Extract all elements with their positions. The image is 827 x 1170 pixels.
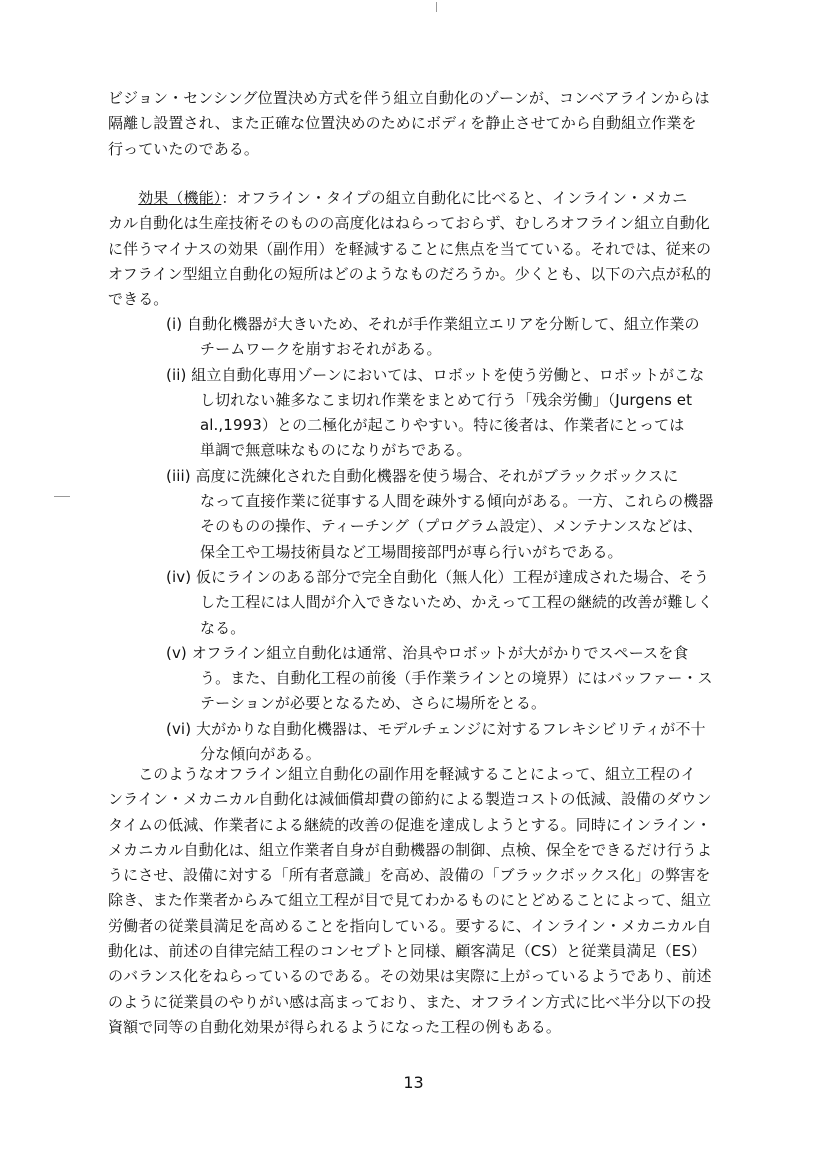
text-line: タイムの低減、作業者による継続的改善の促進を達成しようとする。同時にインライン・ <box>108 815 712 834</box>
text-line <box>108 186 711 211</box>
page-number: 13 <box>403 1073 424 1092</box>
conclusion-paragraph <box>108 762 712 1040</box>
list-item-text: (iv) 仮にラインのある部分で完全自動化（無人化）工程が達成された場合、そう <box>166 567 709 586</box>
shortcomings-list <box>166 312 713 767</box>
list-item-continuation: なる。 <box>200 618 246 637</box>
list-item-text: (i) 自動化機器が大きいため、それが手作業組立エリアを分断して、組立作業の <box>166 315 700 333</box>
list-item-continuation: した工程には人間が介入できないため、かえって工程の継続的改善が難しく <box>200 593 713 612</box>
text-line: 動化は、前述の自律完結工程のコンセプトと同様、顧客満足（CS）と従業員満足（ES） <box>108 942 707 961</box>
text-line: 資額で同等の自動化効果が得られるようになった工程の例もある。 <box>108 1017 562 1036</box>
intro-paragraph <box>108 86 710 162</box>
text-line: 労働者の従業員満足を高めることを指向している。要するに、インライン・メカニカル自 <box>108 916 712 935</box>
list-item-text: (iii) 高度に洗練化された自動化機器を使う場合、それがブラックボックスに <box>166 466 679 485</box>
text-line: 行っていたのである。 <box>108 139 260 158</box>
effect-first-line-text: ：オフライン・タイプの組立自動化に比べると、インライン・メカニ <box>221 189 688 207</box>
list-item-text: (vi) 大がかりな自動化機器は、モデルチェンジに対するフレキシビリティが不十 <box>166 719 706 738</box>
list-item-continuation: そのものの操作、ティーチング（プログラム設定）、メンテナンスなどは、 <box>200 517 703 536</box>
list-item-text: (v) オフライン組立自動化は通常、治具やロボットが大がかりでスペースを食 <box>166 643 689 662</box>
list-item <box>166 363 713 464</box>
list-item-continuation: なって直接作業に従事する人間を疎外する傾向がある。一方、これらの機器 <box>200 492 714 511</box>
text-line: ンライン・メカニカル自動化は減価償却費の節約による製造コストの低減、設備のダウン <box>108 790 712 809</box>
text-line: うにさせ、設備に対する「所有者意識」を高め、設備の「ブラックボックス化」の弊害を <box>108 866 711 885</box>
list-item <box>166 641 713 717</box>
list-item <box>166 565 713 641</box>
text-line: のように従業員のやりがい感は高まっており、また、オフライン方式に比べ半分以下の投 <box>108 992 712 1011</box>
list-item-text: (ii) 組立自動化専用ゾーンにおいては、ロボットを使う労働と、ロボットがこな <box>166 365 705 384</box>
text-line: のバランス化をねらっているのである。その効果は実際に上がっているようであり、前述 <box>108 967 712 986</box>
list-item <box>166 717 713 768</box>
list-item <box>166 312 713 363</box>
list-item-continuation: テーションが必要となるため、さらに場所をとる。 <box>200 694 547 713</box>
text-line: に伴うマイナスの効果（副作用）を軽減することに焦点を当てている。それでは、従来の <box>108 239 712 258</box>
text-line: 除き、また作業者からみて組立工程が目で見てわかるものにとどめることによって、組立 <box>108 891 712 910</box>
list-item-continuation: う。また、自動化工程の前後（手作業ラインとの境界）にはバッファー・ス <box>200 669 713 688</box>
effect-heading: 効果（機能） <box>138 189 222 207</box>
text-line: オフライン型組立自動化の短所はどのようなものだろうか。少くとも、以下の六点が私的 <box>108 264 712 283</box>
text-line: このようなオフライン組立自動化の副作用を軽減することによって、組立工程のイ <box>108 765 696 783</box>
text-line: カル自動化は生産技術そのものの高度化はねらっておらず、むしろオフライン組立自動化 <box>108 214 710 233</box>
list-item-continuation: 単調で無意味なものになりがちである。 <box>200 441 472 460</box>
list-item <box>166 464 713 565</box>
list-item-continuation: al.,1993）との二極化が起こりやすい。特に後者は、作業者にとっては <box>200 416 685 435</box>
list-item-continuation: し切れない雑多なこま切れ作業をまとめて行う「残余労働」（Jurgens et <box>200 390 693 409</box>
list-item-continuation: 分な傾向がある。 <box>200 745 321 764</box>
scan-mark <box>436 2 437 12</box>
scan-mark <box>54 496 70 497</box>
list-item-continuation: 保全工や工場技術員など工場間接部門が専ら行いがちである。 <box>200 542 623 561</box>
text-line: メカニカル自動化は、組立作業者自身が自動機器の制御、点検、保全をできるだけ行うよ <box>108 840 713 859</box>
text-line: ビジョン・センシング位置決め方式を伴う組立自動化のゾーンが、コンベアラインからは <box>108 89 710 107</box>
text-line: 隔離し設置され、また正確な位置決めのためにボディを静止させてから自動組立作業を <box>108 114 697 133</box>
effect-paragraph <box>108 186 711 312</box>
text-line: できる。 <box>108 290 169 309</box>
list-item-continuation: チームワークを崩すおそれがある。 <box>200 340 442 359</box>
